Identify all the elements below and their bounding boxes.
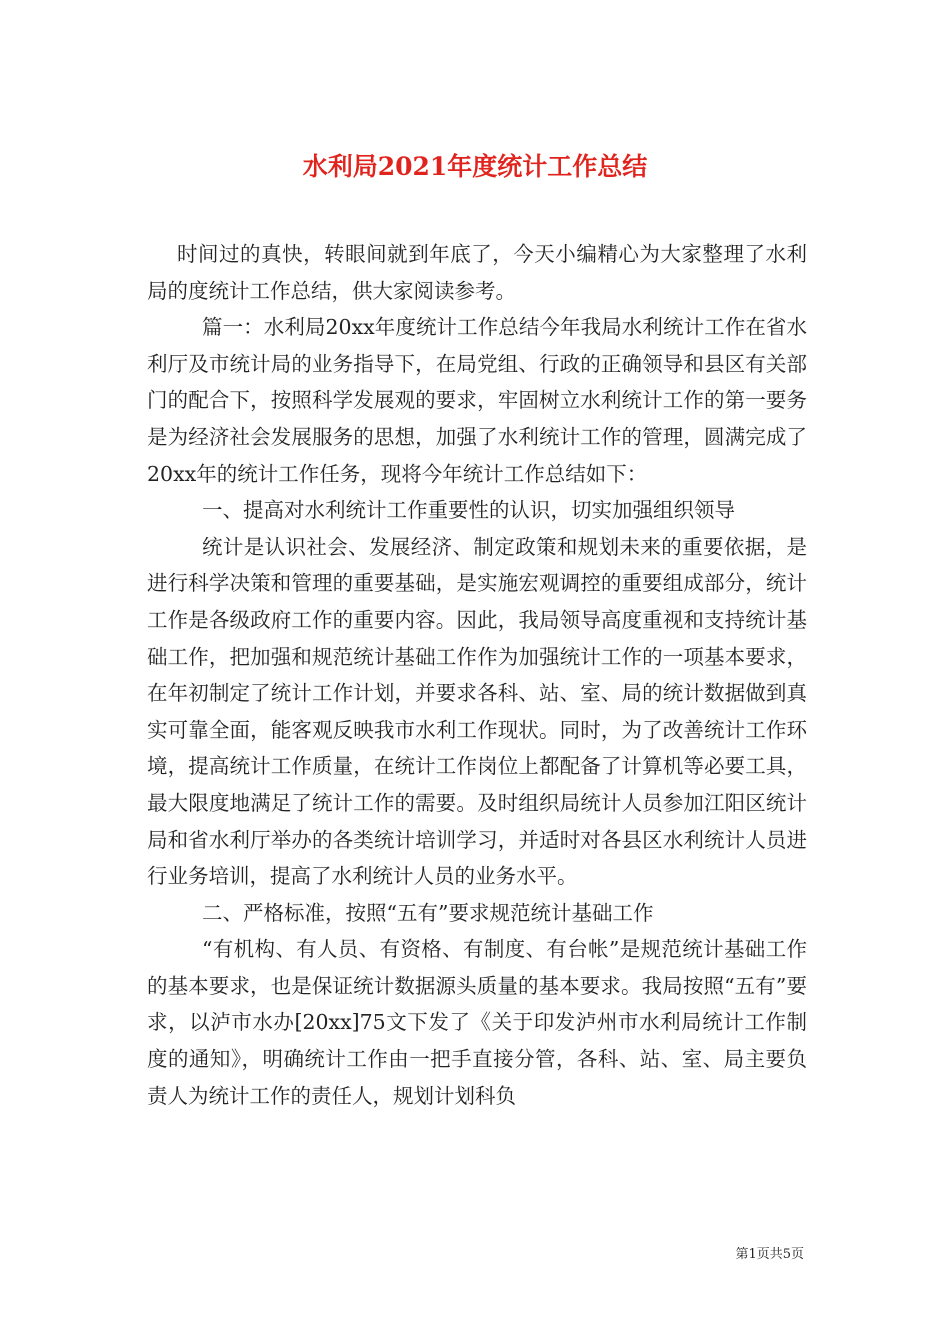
page-number: 第1页共5页 [735, 1247, 804, 1262]
section-heading-2: 二、严格标准，按照“五有”要求规范统计基础工作 [202, 900, 654, 925]
section-heading-1: 一、提高对水利统计工作重要性的认识，切实加强组织领导 [202, 498, 735, 523]
page-title: 水利局2021年度统计工作总结 [302, 151, 648, 181]
section-1-paragraph: 统计是认识社会、发展经济、制定政策和规划未来的重要依据，是进行科学决策和管理的重要基础，是实施宏观调控的重要组成部分，统计工作是各级政府工作的重要内容。因此，我局领导高度重视和支持统计基础工作，把加强和规范统计基础工作作为加强统计工作的一项基本要求，在年初制定了统计工作计划，并要求各科、站、室、局的统计数据做到真实可靠全面，能客观反映我市水利工作现状。同时，为了改善统计工作环境，提高统计工作质量，在统计工作岗位上都配备了计算机等必要工具，最大限度地满足了统计工作的需要。及时组织局统计人员参加江阳区统计局和省水利厅举办的各类统计培训学习，并适时对各县区水利统计人员进行业务培训，提高了水利统计人员的业务水平。 [147, 534, 807, 889]
intro-paragraph: 时间过的真快，转眼间就到年底了，今天小编精心为大家整理了水利局的度统计工作总结，供大家阅读参考。 [147, 242, 807, 303]
section-2-paragraph: “有机构、有人员、有资格、有制度、有台帐”是规范统计基础工作的基本要求，也是保证统计数据源头质量的基本要求。我局按照“五有”要求，以泸市水办[20xx]75文下发了《关于印发泸州市水利局统计工作制度的通知》，明确统计工作由一把手直接分管，各科、站、室、局主要负责人为统计工作的责任人，规划计划科负 [147, 937, 807, 1108]
document-body [147, 236, 807, 1114]
part-one-paragraph: 篇一：水利局20xx年度统计工作总结今年我局水利统计工作在省水利厅及市统计局的业务指导下，在局党组、行政的正确领导和县区有关部门的配合下，按照科学发展观的要求，牢固树立水利统计工作的第一要务是为经济社会发展服务的思想，加强了水利统计工作的管理，圆满完成了20xx年的统计工作任务，现将今年统计工作总结如下： [147, 315, 807, 486]
